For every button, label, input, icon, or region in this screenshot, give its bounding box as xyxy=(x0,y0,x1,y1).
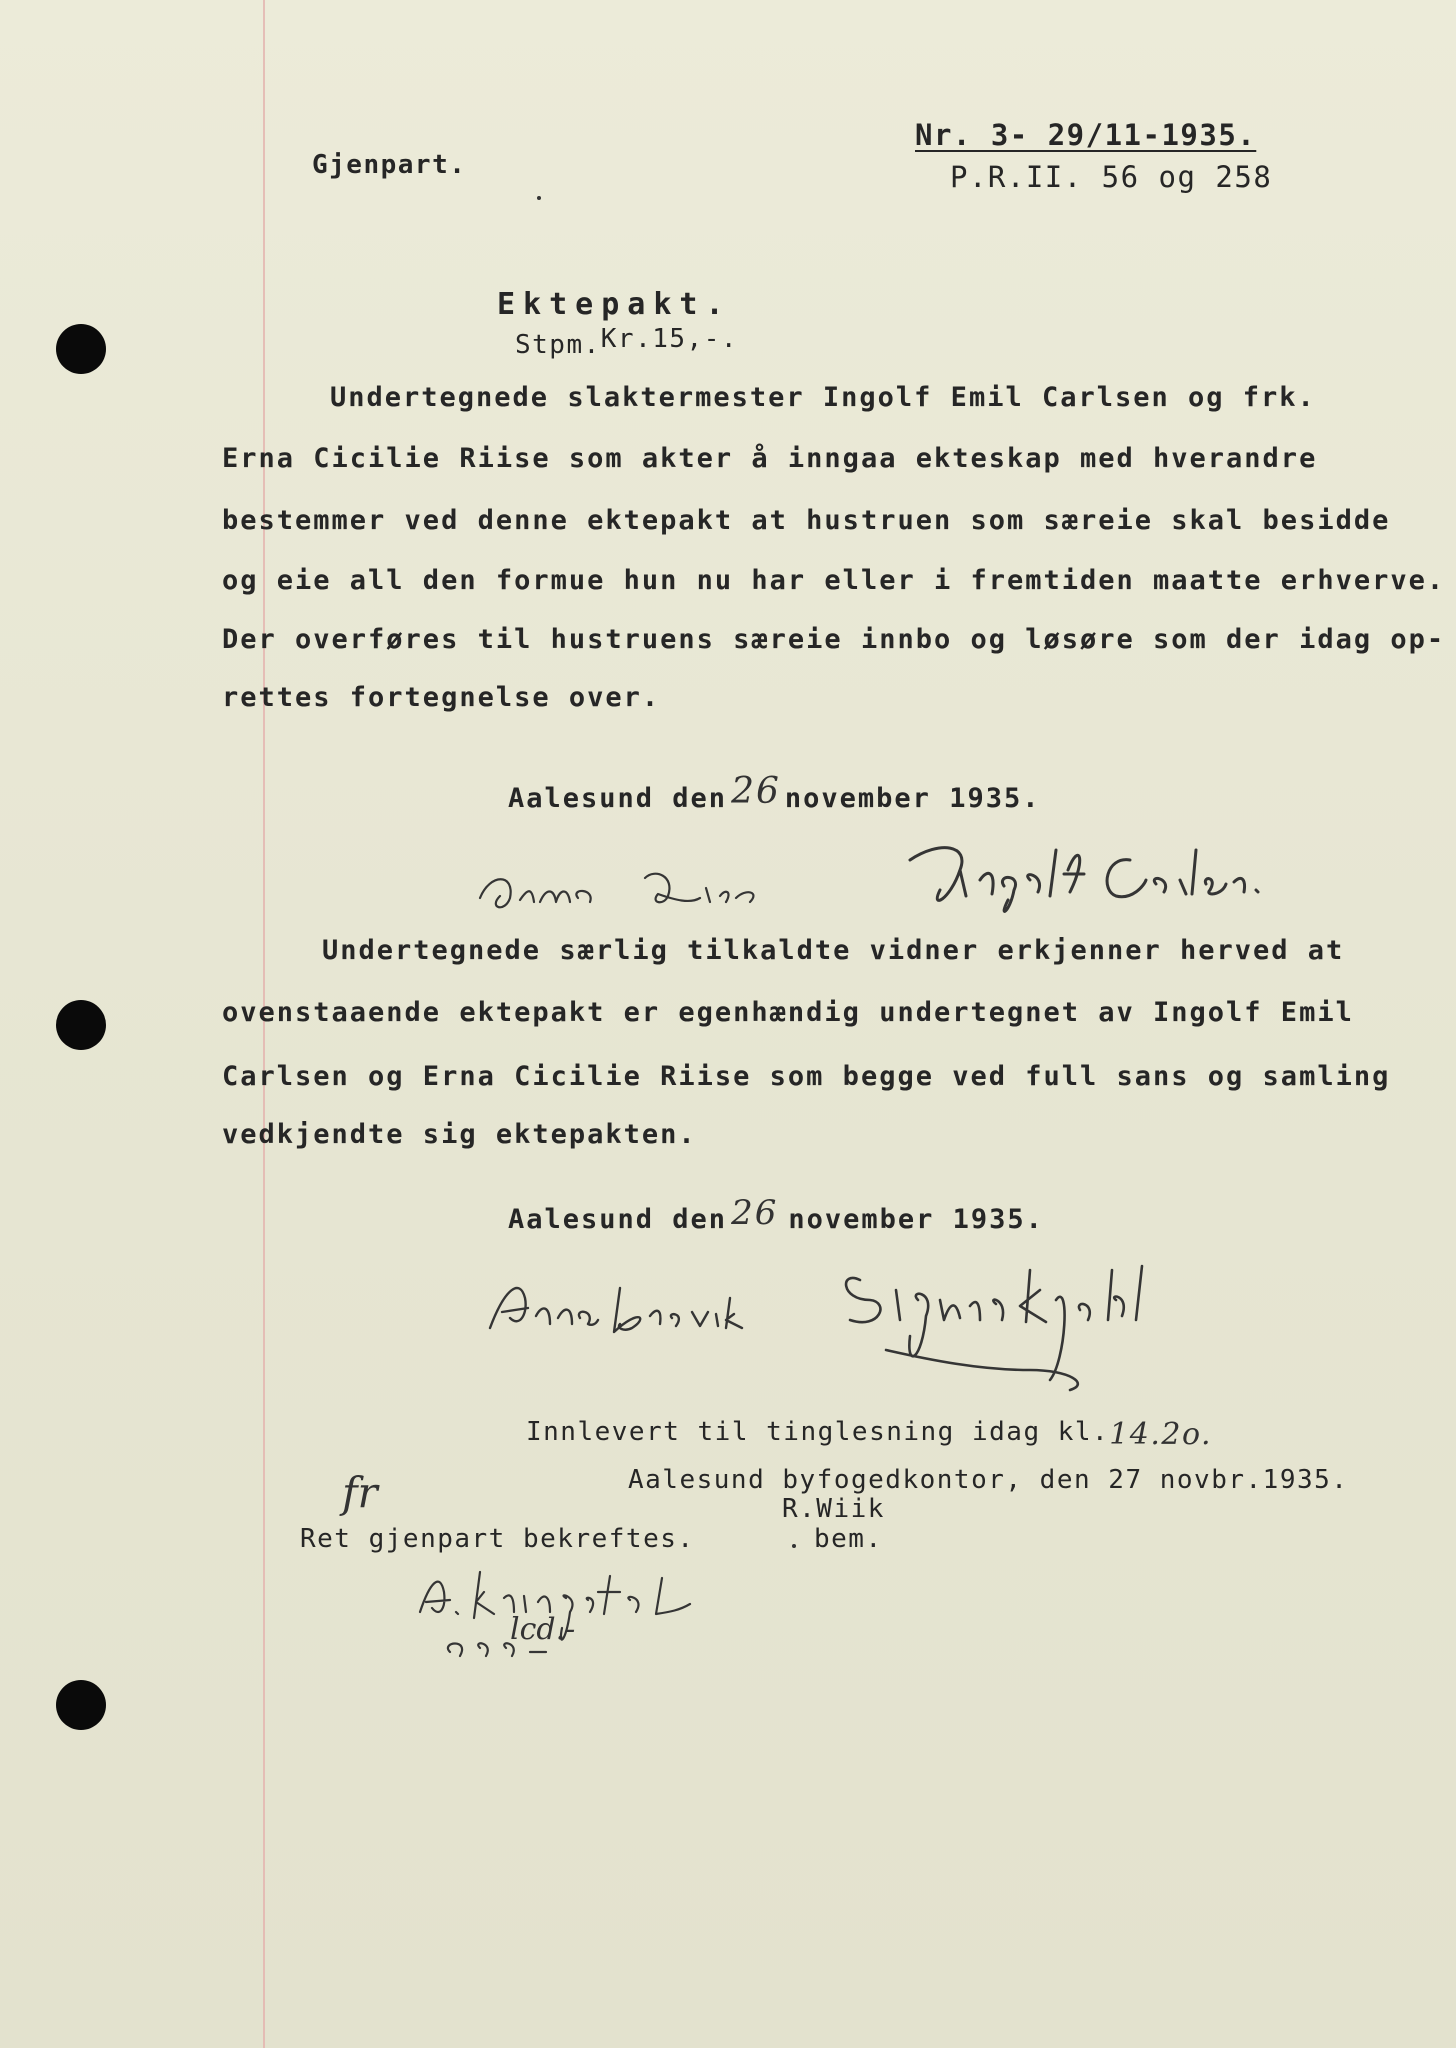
date-2-day: 26 xyxy=(731,1193,779,1233)
registration-line-2: Aalesund byfogedkontor, den 27 novbr.1935. xyxy=(628,1465,1349,1495)
signature-ingolf-carlsen xyxy=(900,830,1280,930)
copy-label: Gjenpart. xyxy=(312,150,467,180)
stamp-prefix: Stpm. xyxy=(515,330,601,360)
stamp-amount: Kr.15,-. xyxy=(600,324,739,354)
paragraph-2-line-4: vedkjendte sig ektepakten. xyxy=(222,1119,697,1150)
ink-dot xyxy=(792,1544,796,1548)
punch-hole-top xyxy=(56,324,106,374)
ink-dot xyxy=(537,196,541,200)
paragraph-1-line-5: Der overføres til hustruens særeie innbo og løsøre som der idag op- xyxy=(222,624,1446,655)
document-number: Nr. 3- 29/11-1935. xyxy=(915,118,1257,152)
punch-hole-middle xyxy=(56,1000,106,1050)
paragraph-1-line-2: Erna Cicilie Riise som akter å inngaa ekteskap med hverandre xyxy=(222,443,1318,474)
registration-time: 14.2o. xyxy=(1109,1417,1213,1452)
document-title: Ektepakt. xyxy=(497,287,732,322)
stamp-line xyxy=(515,324,739,360)
date-1-day: 26 xyxy=(731,771,781,812)
signature-sigurd xyxy=(830,1240,1250,1400)
date-line-2 xyxy=(508,1193,1044,1237)
registration-officer-title: bem. xyxy=(814,1524,883,1554)
registration-officer: R.Wiik xyxy=(782,1494,885,1524)
certification-initials: fr xyxy=(342,1468,378,1517)
certification-signature-note: lcd.- xyxy=(510,1612,576,1647)
paragraph-1-line-6: rettes fortegnelse over. xyxy=(222,682,661,713)
date-2-suffix: november 1935. xyxy=(788,1204,1044,1235)
date-1-prefix: Aalesund den xyxy=(508,783,728,814)
paragraph-2-line-2: ovenstaaende ektepakt er egenhændig undertegnet av Ingolf Emil xyxy=(222,997,1354,1028)
paragraph-1-line-1: Undertegnede slaktermester Ingolf Emil Carlsen og frk. xyxy=(330,382,1316,413)
registration-prefix: Innlevert til tinglesning idag kl. xyxy=(526,1417,1110,1447)
signature-erna-riise xyxy=(470,858,810,928)
paragraph-1-line-4: og eie all den formue hun nu har eller i fremtiden maatte erhverve. xyxy=(222,565,1446,596)
signature-anna-brevik xyxy=(480,1268,770,1348)
registration-line-1 xyxy=(526,1417,1213,1452)
punch-hole-bottom xyxy=(56,1680,106,1730)
paragraph-1-line-3: bestemmer ved denne ektepakt at hustruen som særeie skal besidde xyxy=(222,505,1391,536)
certification-text: Ret gjenpart bekreftes. xyxy=(300,1524,695,1554)
date-line-1 xyxy=(508,771,1041,816)
date-2-prefix: Aalesund den xyxy=(508,1204,728,1235)
paragraph-2-line-1: Undertegnede særlig tilkaldte vidner erkjenner herved at xyxy=(322,935,1345,966)
paragraph-2-line-3: Carlsen og Erna Cicilie Riise som begge ved full sans og samling xyxy=(222,1061,1391,1092)
date-1-suffix: november 1935. xyxy=(784,783,1041,814)
register-reference: P.R.II. 56 og 258 xyxy=(950,160,1273,194)
